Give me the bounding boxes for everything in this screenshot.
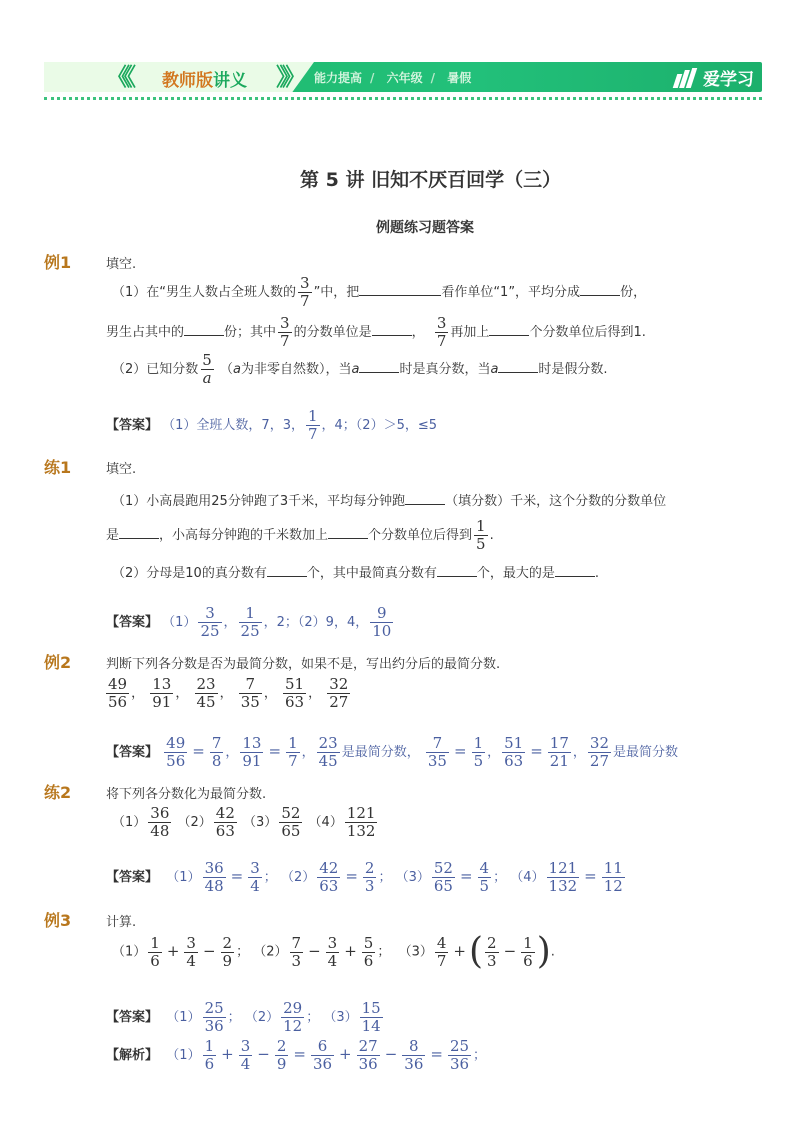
practice-2-tag: 练2 xyxy=(44,783,72,802)
lecture-title: 第 5 讲 旧知不厌百回学（三） xyxy=(300,169,562,191)
fraction: $\frac{121}{132}$ xyxy=(346,804,376,840)
header-dotted-divider xyxy=(44,97,762,100)
fraction: $\frac{25}{36}$ xyxy=(204,999,224,1035)
example-1-tag: 例1 xyxy=(44,253,72,272)
fraction: $\frac{3}{7}$ xyxy=(300,274,310,310)
crumb-sep: / xyxy=(430,71,435,85)
example-3-tag: 例3 xyxy=(44,911,72,930)
fraction: $\frac{32}{27}$ xyxy=(589,734,609,770)
example-2-answer: 【答案】 $\frac{49}{56}$ = $\frac{7}{8}$ ， $\frac{13}{91}$ = $\frac{1}{7}$ ， $\frac{23}{45}$ 是最简分数， $\frac{7}{35}$ = $\frac{1}{5}$ ， $\frac{51}{63}$ = $\frac{17}{21}$ ， $\frac{32}{27}$ 是最简分数 xyxy=(106,734,679,770)
brand-title xyxy=(162,66,247,91)
fraction: $\frac{1}{5}$ xyxy=(473,734,484,770)
example-3-problems: （1） $\frac{1}{6}$ + $\frac{3}{4}$ − $\frac{2}{9}$ ； （2） $\frac{7}{3}$ − $\frac{3}{4}$ + $\frac{5}{6}$ ； （3） $\frac{4}{7}$ +( $\frac{2}{3}$ − $\frac{1}{6}$ ). xyxy=(112,931,555,972)
brand-suffix: 讲义 xyxy=(213,71,247,91)
fraction: $\frac{42}{63}$ xyxy=(215,804,235,840)
fraction: $\frac{3}{7}$ xyxy=(280,314,290,350)
fraction: $\frac{36}{48}$ xyxy=(150,804,170,840)
fraction: $\frac{1}{7}$ xyxy=(307,407,318,443)
practice-1-line2: 是 ，小高每分钟跑的千米数加上 个分数单位后得到 $\frac{1}{5}$ . xyxy=(106,517,494,553)
fraction: $\frac{13}{91}$ xyxy=(152,675,172,711)
logo-mark-icon xyxy=(673,68,699,88)
brand-prefix: 教师版 xyxy=(162,71,213,91)
logo xyxy=(673,65,754,90)
practice-1-prompt: 填空. xyxy=(106,462,137,477)
fraction: $\frac{32}{27}$ xyxy=(329,675,349,711)
example-2-fractions: $\frac{49}{56}$ ， $\frac{13}{91}$ ， $\frac{23}{45}$ ， $\frac{7}{35}$ ， $\frac{51}{63}$ ， $\frac{32}{27}$ xyxy=(108,675,349,711)
fraction: $\frac{23}{45}$ xyxy=(196,675,216,711)
example-2-tag: 例2 xyxy=(44,653,72,672)
crumb-2: 六年级 xyxy=(386,71,423,85)
fraction: $\frac{17}{21}$ xyxy=(549,734,569,770)
example-1-answer: 【答案】 （1）全班人数，7，3， $\frac{1}{7}$ ，4；（2）＞5，≤5 xyxy=(106,407,438,443)
fraction: $\frac{1}{7}$ xyxy=(288,734,298,770)
fraction: $\frac{29}{12}$ xyxy=(283,999,303,1035)
fraction: $\frac{3}{4}$ xyxy=(250,859,260,895)
fraction: $\frac{4}{5}$ xyxy=(479,859,490,895)
fraction: $\frac{15}{14}$ xyxy=(361,999,381,1035)
fraction: $\frac{1}{5}$ xyxy=(476,517,486,553)
practice-2-answer: 【答案】 （1） $\frac{36}{48}$ = $\frac{3}{4}$ ； （2） $\frac{42}{63}$ = $\frac{2}{3}$ ； （3） $\frac{52}{65}$ = $\frac{4}{5}$ ； （4） $\frac{121}{132}$ = $\frac{11}{12}$ xyxy=(106,859,623,895)
practice-1-tag: 练1 xyxy=(44,458,72,477)
practice-2-items: （1） $\frac{36}{48}$ （2） $\frac{42}{63}$ （3） $\frac{52}{65}$ （4） $\frac{121}{132}$ xyxy=(112,804,376,840)
logo-text: 爱学习 xyxy=(703,70,754,90)
section-title: 例题练习题答案 xyxy=(376,220,474,236)
fraction: $\frac{42}{63}$ xyxy=(319,859,339,895)
chevron-right-icon: 》》 xyxy=(276,63,300,91)
example-3-answer: 【答案】 （1） $\frac{25}{36}$ ； （2） $\frac{29}{12}$ ； （3） $\frac{15}{14}$ xyxy=(106,999,381,1035)
header-banner xyxy=(44,62,762,92)
practice-1-line1: （1）小高晨跑用25分钟跑了3千米，平均每分钟跑 （填分数）千米，这个分数的分数单位 xyxy=(112,494,667,509)
example-3-prompt: 计算. xyxy=(106,915,137,930)
practice-1-answer: 【答案】 （1） $\frac{3}{25}$ ， $\frac{1}{25}$ ，2；（2）9，4， $\frac{9}{10}$ xyxy=(106,604,392,640)
fraction: $\frac{13}{91}$ xyxy=(242,734,262,770)
fraction: $\frac{52}{65}$ xyxy=(433,859,453,895)
breadcrumb xyxy=(314,69,479,86)
fraction: $\frac{7}{8}$ xyxy=(211,734,222,770)
example-1-prompt: 填空. xyxy=(106,257,137,272)
example-2-prompt: 判断下列各分数是否为最简分数，如果不是，写出约分后的最简分数. xyxy=(106,657,501,672)
fraction: $\frac{23}{45}$ xyxy=(318,734,338,770)
example-1-line2: 男生占其中的 份；其中 $\frac{3}{7}$ 的分数单位是 ， $\frac{3}{7}$ 再加上 个分数单位后得到1. xyxy=(106,314,646,350)
fraction: $\frac{36}{48}$ xyxy=(204,859,224,895)
chevron-left-icon: 《《 xyxy=(106,63,130,91)
fraction: $\frac{7}{35}$ xyxy=(427,734,447,770)
fraction: $\frac{2}{3}$ xyxy=(364,859,375,895)
fraction: $\frac{51}{63}$ xyxy=(504,734,524,770)
fraction: $\frac{3}{25}$ xyxy=(200,604,220,640)
fraction: $\frac{49}{56}$ xyxy=(108,675,128,711)
fraction: $\frac{1}{25}$ xyxy=(240,604,260,640)
crumb-1: 能力提高 xyxy=(314,71,363,85)
example-3-analysis: 【解析】 （1） $\frac{1}{6}$ + $\frac{3}{4}$ − $\frac{2}{9}$ = $\frac{6}{36}$ + $\frac{27}{36}$ − $\frac{8}{36}$ = $\frac{25}{36}$ ； xyxy=(106,1037,487,1073)
fraction: $\frac{51}{63}$ xyxy=(285,675,305,711)
crumb-3: 暑假 xyxy=(447,71,472,85)
practice-1-line3: （2）分母是10的真分数有 个，其中最简真分数有 个，最大的是 . xyxy=(112,566,599,581)
example-1-line1: （1）在“男生人数占全班人数的 $\frac{3}{7}$ ”中，把 看作单位“1”，平均分成 份， xyxy=(112,274,647,310)
crumb-sep: / xyxy=(370,71,375,85)
fraction: $\frac{9}{10}$ xyxy=(372,604,392,640)
fraction: $\frac{121}{132}$ xyxy=(548,859,578,895)
fraction: $\frac{5}{a}$ xyxy=(202,351,212,387)
fraction: $\frac{49}{56}$ xyxy=(166,734,186,770)
fraction: $\frac{3}{7}$ xyxy=(436,314,447,350)
practice-2-prompt: 将下列各分数化为最简分数. xyxy=(106,787,267,802)
fraction: $\frac{52}{65}$ xyxy=(281,804,301,840)
example-1-line3: （2）已知分数 $\frac{5}{a}$ （a为非零自然数），当a 时是真分数，当a 时是假分数. xyxy=(112,351,608,387)
fraction: $\frac{11}{12}$ xyxy=(603,859,623,895)
fraction: $\frac{7}{35}$ xyxy=(240,675,260,711)
